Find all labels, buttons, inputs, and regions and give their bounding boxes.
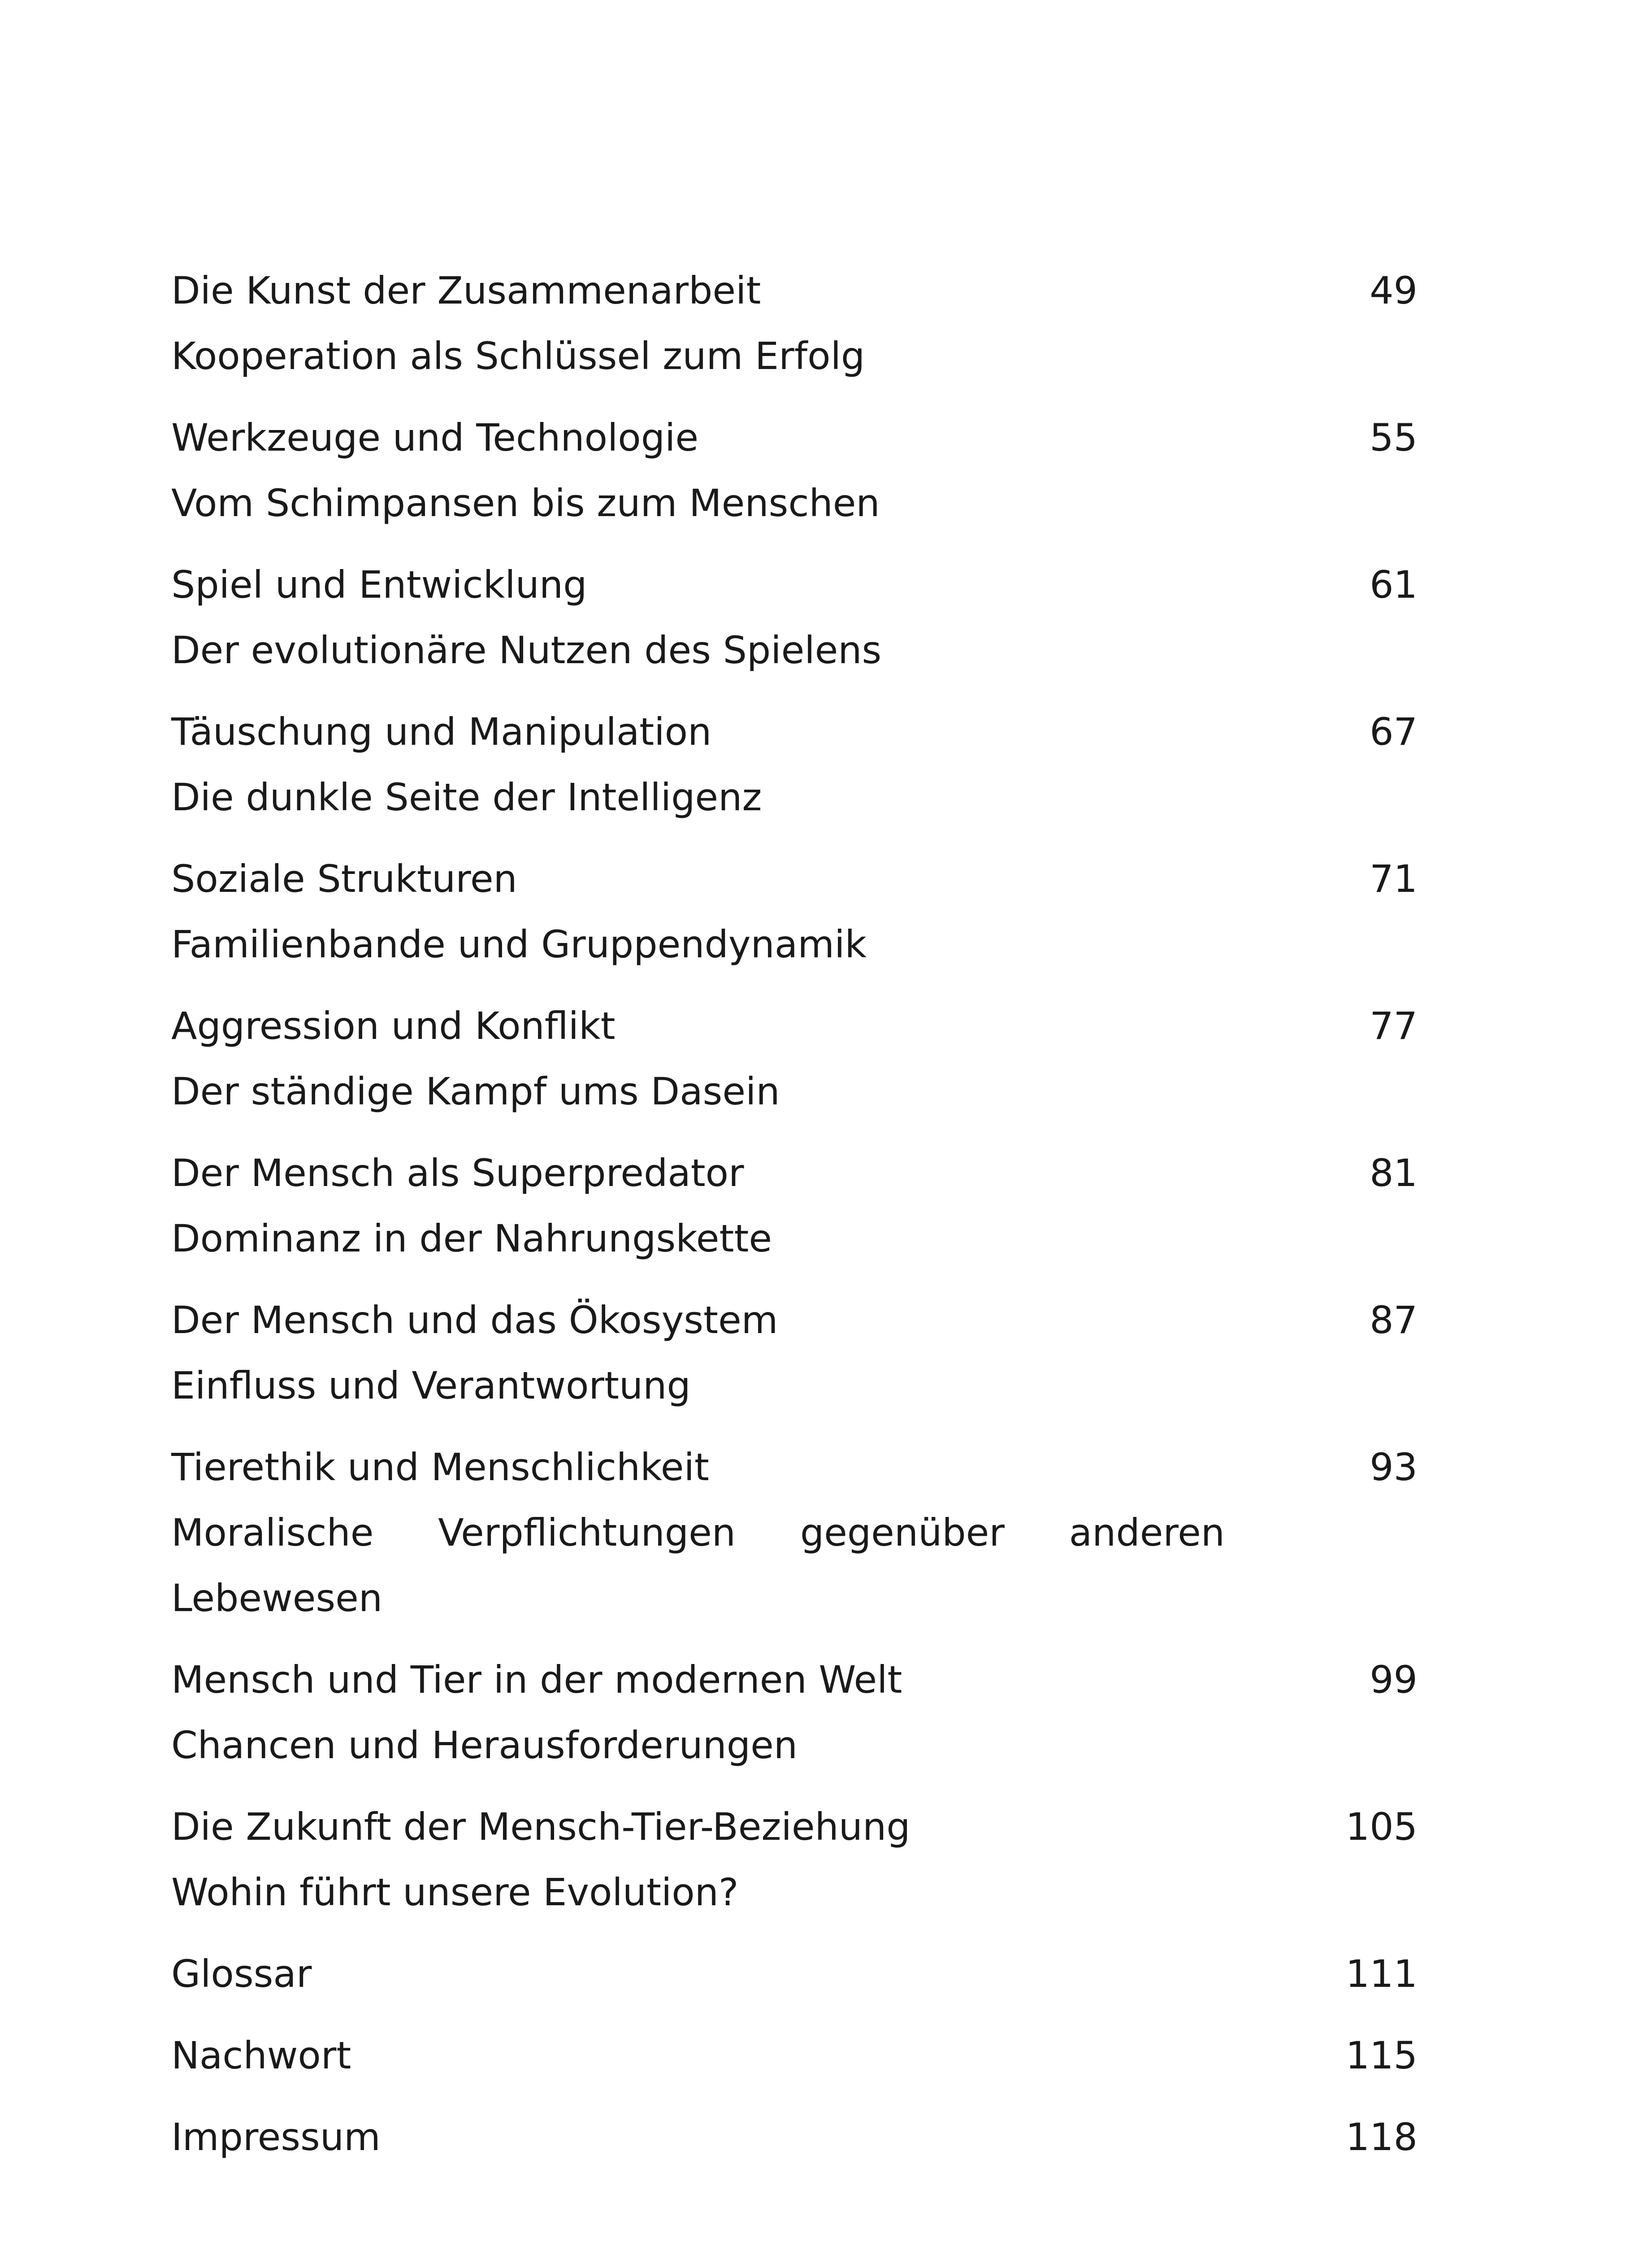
toc-entry-page-number: 67 (1370, 710, 1418, 754)
toc-entry-title-row (171, 1287, 1418, 1353)
toc-entry-title-row (171, 405, 1418, 470)
toc-entry-title: Die Kunst der Zusammenarbeit (171, 269, 761, 313)
toc-entry-subtitle: Die dunkle Seite der Intelligenz (171, 775, 762, 819)
toc-entry (171, 552, 1418, 683)
toc-entry (171, 258, 1418, 389)
toc-entry (171, 846, 1418, 977)
toc-entry-title-row (171, 2023, 1418, 2088)
toc-entry-title-row (171, 846, 1418, 912)
toc-entry (171, 2104, 1418, 2170)
toc-entry-title-row (171, 1941, 1418, 2007)
toc-entry-subtitle: Chancen und Herausforderungen (171, 1723, 798, 1767)
toc-entry-title-row (171, 699, 1418, 765)
toc-entry (171, 2023, 1418, 2088)
toc-entry-page-number: 105 (1345, 1805, 1418, 1849)
toc-entry-page-number: 71 (1370, 857, 1418, 901)
toc-entry (171, 1941, 1418, 2007)
toc-entry-page-number: 77 (1370, 1004, 1418, 1048)
toc-entry-subtitle: Dominanz in der Nahrungskette (171, 1217, 772, 1260)
toc-entry-subtitle: Der evolutionäre Nutzen des Spielens (171, 628, 882, 672)
toc-entry-title: Die Zukunft der Mensch-Tier-Beziehung (171, 1805, 911, 1849)
toc-entry-title: Der Mensch als Superpredator (171, 1151, 744, 1195)
toc-entry-title-row (171, 2104, 1418, 2170)
toc-entry-subtitle: Familienbande und Gruppendynamik (171, 922, 867, 966)
toc-entry-page-number: 61 (1370, 563, 1418, 607)
toc-entry-title: Nachwort (171, 2033, 351, 2077)
toc-entry-title: Impressum (171, 2115, 381, 2159)
toc-entry-title-row (171, 993, 1418, 1059)
toc-entry-page-number: 93 (1370, 1445, 1418, 1489)
toc-entry-subtitle: Moralische Verpflichtungen gegenüber anderen Lebewesen (171, 1511, 1225, 1620)
toc-entry-page-number: 49 (1370, 269, 1418, 313)
toc-entry-title-row (171, 552, 1418, 617)
toc-entry (171, 405, 1418, 536)
toc-entry-title: Tierethik und Menschlichkeit (171, 1445, 709, 1489)
toc-entry-title-row (171, 1434, 1418, 1500)
toc-entry (171, 1434, 1418, 1631)
toc-entry-title: Mensch und Tier in der modernen Welt (171, 1658, 902, 1702)
toc-entry-title-row (171, 1794, 1418, 1860)
toc-entry-page-number: 111 (1345, 1952, 1418, 1996)
toc-entry-title: Werkzeuge und Technologie (171, 416, 699, 460)
toc-entry-page-number: 99 (1370, 1658, 1418, 1702)
toc-entry-title-row (171, 258, 1418, 323)
toc-entry (171, 1287, 1418, 1418)
toc-entry-subtitle: Einfluss und Verantwortung (171, 1364, 691, 1408)
toc-entry-subtitle: Der ständige Kampf ums Dasein (171, 1069, 780, 1113)
toc-entry-title: Täuschung und Manipulation (171, 710, 712, 754)
toc-entry-subtitle: Kooperation als Schlüssel zum Erfolg (171, 334, 865, 378)
toc-entry (171, 1647, 1418, 1778)
toc-entry-title: Spiel und Entwicklung (171, 563, 587, 607)
toc-entry-title: Glossar (171, 1952, 312, 1996)
toc-entry-page-number: 55 (1370, 416, 1418, 460)
toc-entry-title-row (171, 1647, 1418, 1712)
toc-entry-title: Der Mensch und das Ökosystem (171, 1298, 778, 1342)
toc-entry-subtitle: Vom Schimpansen bis zum Menschen (171, 481, 880, 525)
toc-entry-page-number: 118 (1345, 2115, 1418, 2159)
table-of-contents (171, 258, 1418, 2170)
toc-entry-subtitle: Wohin führt unsere Evolution? (171, 1870, 739, 1914)
toc-entry-title: Soziale Strukturen (171, 857, 517, 901)
toc-entry-title: Aggression und Konflikt (171, 1004, 616, 1048)
toc-entry (171, 1140, 1418, 1271)
toc-entry-title-row (171, 1140, 1418, 1206)
toc-entry (171, 993, 1418, 1124)
toc-entry-page-number: 115 (1345, 2033, 1418, 2077)
toc-entry-page-number: 87 (1370, 1298, 1418, 1342)
toc-entry (171, 699, 1418, 830)
toc-entry-page-number: 81 (1370, 1151, 1418, 1195)
toc-entry (171, 1794, 1418, 1925)
